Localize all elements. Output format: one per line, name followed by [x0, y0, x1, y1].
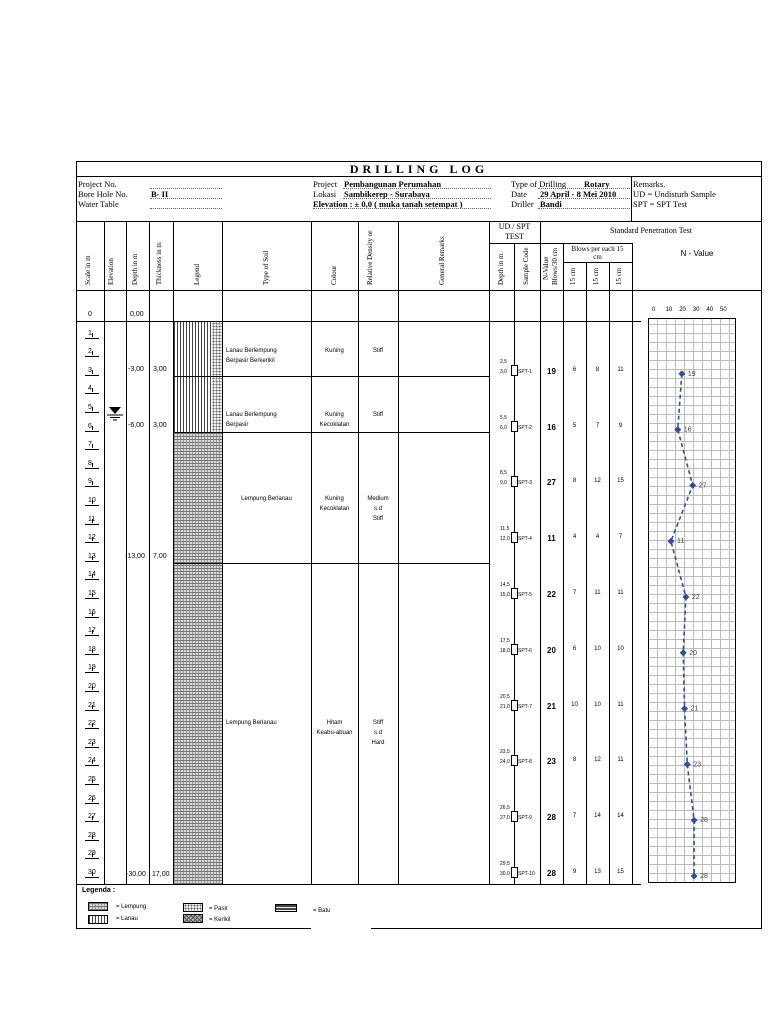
date-value: 29 April - 8 Mei 2010 [540, 189, 617, 199]
nvalue-axis-tick: 50 [720, 307, 727, 313]
bore-hole-label: Bore Hole No. [78, 189, 128, 199]
legend-title: Legenda : [82, 887, 116, 894]
scale-tick [85, 468, 99, 469]
spt-sample-box [511, 867, 518, 878]
scale-tick-mid [92, 686, 93, 690]
project-label: Project [313, 179, 338, 189]
scale-label: 11 [88, 515, 96, 523]
spt-b3: 11 [617, 701, 624, 708]
header-n-value: N-Value [542, 256, 550, 280]
scale-tick-mid [92, 798, 93, 802]
spt-depth-start: 2,5 [500, 358, 507, 365]
scale-tick [85, 356, 99, 357]
spt-sample-code: SPT-1 [518, 368, 532, 375]
layer-pattern-4 [174, 564, 222, 884]
scale-tick [85, 803, 99, 804]
spt-n: 28 [547, 869, 556, 878]
spt-depth-start: 5,5 [500, 414, 507, 421]
nvalue-point-label: 28 [700, 873, 708, 880]
header-blows-line2: cm [593, 253, 602, 261]
scale-tick [85, 821, 99, 822]
nvalue-point [684, 761, 691, 768]
nvalue-axis-tick: 20 [679, 307, 686, 313]
header-thickness: Thickness in m [155, 242, 163, 285]
scale-label: 13 [88, 552, 96, 560]
scale-tick-mid [92, 853, 93, 857]
spt-b2: 13 [594, 869, 601, 875]
scale-label: 7 [88, 441, 92, 449]
spt-depth-start: 26,5 [500, 805, 510, 812]
spt-sample-code: SPT-2 [518, 424, 532, 431]
header-elevation: Elevation [107, 258, 115, 285]
spt-n: 22 [547, 590, 556, 599]
scale-tick-mid [92, 351, 93, 355]
layer-4-colour-line1: Hitam [326, 720, 343, 726]
spt-b3: 10 [617, 645, 624, 652]
driller-value: Bandi [540, 199, 562, 209]
spt-b1: 8 [572, 478, 577, 485]
scale-tick [85, 747, 99, 748]
spt-b3: 11 [617, 757, 624, 764]
spt-b3: 11 [617, 366, 624, 373]
layer-1-colour: Kuning [325, 348, 344, 354]
spt-b3: 9 [618, 422, 623, 429]
nvalue-chart [632, 300, 762, 890]
scale-tick-mid [92, 667, 93, 671]
water-table-icon [106, 405, 124, 421]
spt-depth-start: 14,5 [500, 582, 510, 588]
project-no-label: Project No. [78, 179, 117, 189]
header-blows [563, 245, 632, 261]
spt-sample-box [511, 365, 518, 376]
layer-4-consistency-line3: Hard [371, 740, 385, 746]
header-15cm-1: 15 cm [569, 267, 577, 285]
scale-label: 12 [88, 534, 96, 542]
header-15cm-2: 15 cm [592, 267, 600, 285]
scale-tick [85, 375, 99, 376]
scale-label: 9 [88, 478, 92, 486]
scale-label: 19 [88, 664, 96, 672]
spt-sample-box [511, 700, 518, 711]
spt-depth-end: 6,0 [500, 424, 507, 431]
nvalue-point [691, 873, 698, 880]
scale-tick [85, 412, 99, 413]
scale-tick [85, 877, 99, 878]
legend-kerikil-label: = Kerikil [209, 917, 231, 923]
legend-lanau-swatch [88, 915, 108, 924]
layer-2-colour-line1: Kuning [325, 412, 344, 418]
scale-tick-mid [92, 742, 93, 746]
legend-lanau-label: = Lanau [116, 916, 138, 922]
scale-tick [85, 784, 99, 785]
spt-b1: 6 [572, 645, 577, 652]
legend-kerikil-swatch [183, 914, 203, 923]
nvalue-axis-tick: 0 [652, 307, 656, 313]
spt-n: 23 [547, 757, 556, 767]
header-ud-spt [489, 222, 540, 242]
nvalue-point-label: 19 [687, 370, 696, 378]
spt-sample-code: SPT-5 [518, 592, 532, 598]
layer-pattern-2b [212, 377, 222, 432]
type-drilling-label: Type of Drilling [511, 179, 567, 189]
spt-depth-start: 23,5 [500, 749, 510, 756]
spt-n: 21 [547, 701, 556, 711]
scale-tick-mid [92, 444, 93, 448]
scale-label: 14 [88, 571, 96, 579]
spt-b2: 10 [594, 645, 601, 652]
scale-tick [85, 338, 99, 339]
spt-depth-end: 9,0 [500, 480, 507, 487]
spt-sample-code: SPT-9 [518, 815, 532, 822]
header-general-remarks: General Remarks [438, 236, 446, 285]
scale-tick [85, 486, 99, 487]
spt-b2: 14 [594, 813, 601, 820]
spt-sample-box [511, 644, 518, 655]
scale-tick-mid [92, 426, 93, 430]
scale-tick-mid [92, 612, 93, 616]
spt-depth-start: 20,5 [500, 693, 510, 700]
scale-tick-mid [92, 537, 93, 541]
nvalue-point-label: 23 [693, 761, 702, 769]
scale-label: 23 [88, 738, 96, 746]
spt-sample-code: SPT-7 [518, 703, 532, 710]
legend-batu-swatch [275, 904, 297, 912]
spt-depth-end: 27,0 [500, 815, 510, 822]
nvalue-axis-tick: 30 [692, 307, 700, 313]
scale-label: 15 [88, 590, 96, 597]
scale-tick [85, 505, 99, 506]
scale-label: 1 [88, 329, 92, 337]
header-nvalue-title: N - Value [680, 249, 714, 258]
header-colour: Colour [330, 265, 338, 285]
nvalue-point [691, 817, 698, 824]
spt-b1: 8 [572, 757, 577, 764]
spt-sample-box [511, 476, 518, 487]
scale-tick [85, 710, 99, 711]
scale-tick-mid [92, 481, 93, 485]
spt-b1: 5 [572, 422, 577, 429]
scale-tick-mid [92, 816, 93, 820]
scale-label: 10 [88, 497, 96, 504]
scale-tick [85, 561, 99, 562]
scale-tick [85, 617, 99, 618]
depth-start: 0,00 [130, 311, 144, 318]
scale-label: 0 [88, 311, 92, 318]
layer-4-soil: Lempung Berlanau [226, 720, 277, 726]
spt-b1: 10 [571, 701, 578, 708]
spt-depth-end: 21,0 [500, 703, 510, 710]
nvalue-axis-tick: 10 [665, 307, 673, 313]
spt-sample-code: SPT-4 [518, 536, 532, 543]
scale-tick-mid [92, 779, 93, 783]
scale-tick-mid [92, 500, 93, 504]
spt-n: 27 [547, 478, 556, 488]
scale-tick [85, 579, 99, 580]
layer-3-consistency-line3: Stiff [372, 516, 384, 522]
scale-tick-mid [92, 705, 93, 709]
layer-4-colour-line2: Keabu-abuan [316, 730, 353, 736]
project-value: Pembangunan Perumahan [344, 179, 442, 189]
scale-label: 27 [88, 813, 96, 821]
legend-lempung-label: = Lempung [116, 904, 147, 910]
scale-tick-mid [92, 556, 93, 560]
spt-sample-box [511, 421, 518, 432]
layer-3-soil: Lempung Berlanau [241, 496, 292, 502]
layer-pattern-1b [212, 322, 222, 376]
header-spt-title: Standard Penetration Test [610, 226, 692, 235]
header-ud-spt-line2: TEST [504, 232, 525, 241]
spt-sample-code: SPT-3 [518, 480, 532, 487]
scale-tick [85, 858, 99, 859]
spt-b2: 7 [595, 422, 600, 429]
nvalue-point-label: 21 [690, 705, 699, 713]
page-title: DRILLING LOG [349, 162, 489, 176]
layer-2-soil-line2: Berpasir [226, 422, 249, 428]
header-15cm-3: 15 cm [615, 267, 623, 285]
header-legend: Legend [193, 264, 201, 285]
scale-tick-mid [92, 388, 93, 392]
layer-4-consistency-line2: s.d [373, 730, 382, 736]
spt-n: 11 [547, 534, 556, 544]
scale-label: 16 [88, 608, 96, 616]
spt-depth-start: 17,5 [500, 637, 510, 644]
spt-b2: 8 [595, 366, 600, 373]
water-table-label: Water Table [78, 199, 119, 209]
header-sub-depth: Depth in m [497, 253, 505, 285]
scale-tick-mid [92, 630, 93, 634]
spt-b3: 14 [617, 813, 624, 820]
layer-2-elevation: -6,00 [128, 422, 144, 429]
spt-depth-start: 11,5 [500, 526, 510, 533]
legend-lempung-swatch [88, 902, 108, 911]
scale-tick-mid [92, 519, 93, 523]
spt-b2: 12 [594, 757, 601, 764]
scale-label: 25 [88, 776, 96, 783]
spt-b1: 6 [572, 366, 577, 373]
scale-label: 30 [88, 869, 96, 876]
layer-2-soil-line1: Lanau Berlempung [226, 412, 277, 418]
elevation-info: Elevation : ± 0,0 ( muka tanah setempat ) [313, 199, 463, 209]
layer-3-colour-line2: Kecoklatan [319, 506, 350, 512]
header-scale: Scale in m [84, 255, 92, 285]
scale-tick [85, 431, 99, 432]
scale-tick [85, 524, 99, 525]
nvalue-point [682, 594, 689, 601]
spt-b3: 15 [617, 478, 624, 485]
lokasi-value: Sambikerep - Surabaya [344, 189, 430, 199]
layer-1-consistency: Stiff [372, 348, 384, 354]
spt-n: 16 [547, 422, 556, 432]
spt-sample-code: SPT-8 [518, 759, 532, 766]
scale-label: 6 [88, 422, 92, 430]
scale-tick-mid [92, 370, 93, 374]
scale-label: 4 [88, 385, 92, 393]
scale-label: 17 [88, 627, 96, 635]
layer-1-soil-line1: Lanau Berlempung [226, 348, 277, 354]
scale-label: 24 [88, 757, 96, 765]
spt-depth-start: 8,5 [500, 470, 507, 477]
scale-tick-mid [92, 835, 93, 839]
scale-label: 5 [88, 404, 92, 411]
scale-tick-mid [92, 649, 93, 653]
nvalue-point-label: 16 [683, 426, 692, 434]
nvalue-point [680, 649, 687, 656]
layer-4-consistency-line1: Stiff [372, 720, 384, 726]
spt-b3: 15 [617, 869, 624, 875]
remark-spt: SPT = SPT Test [633, 199, 688, 209]
nvalue-point [681, 705, 688, 712]
legend-pasir-label: = Pasir [209, 906, 228, 912]
scale-tick-mid [92, 463, 93, 467]
scale-label: 8 [88, 459, 92, 467]
scale-label: 29 [88, 850, 96, 858]
scale-tick [85, 765, 99, 766]
scale-tick [85, 598, 99, 599]
layer-2-thickness: 3,00 [153, 422, 167, 429]
spt-sample-box [511, 811, 518, 822]
scale-tick-mid [92, 723, 93, 727]
spt-depth-end: 24,0 [500, 759, 510, 766]
scale-tick [85, 691, 99, 692]
driller-label: Driller [511, 199, 534, 209]
header-ud-spt-line1: UD / SPT [498, 222, 531, 231]
header-blows-line1: Blows per each 15 [571, 245, 624, 253]
layer-3-elevation: -13,00 [125, 553, 145, 560]
nvalue-series-line [671, 374, 694, 876]
spt-b1: 4 [572, 534, 577, 541]
layer-1-elevation: -3,00 [128, 366, 144, 373]
spt-n: 20 [547, 645, 556, 655]
spt-b1: 9 [572, 869, 577, 875]
scale-tick [85, 654, 99, 655]
layer-2-colour-line2: Kecoklatan [319, 422, 350, 428]
header-blows30: Blows/30 cm [551, 247, 559, 285]
date-label: Date [511, 189, 528, 199]
header-sample-code: Sample Code [522, 247, 530, 285]
header-type-of-soil: Type of Soil [262, 250, 270, 285]
nvalue-point [674, 426, 681, 433]
nvalue-point-label: 20 [689, 649, 697, 657]
layer-4-elevation: -30,00 [126, 871, 146, 878]
layer-3-colour-line1: Kuning [325, 496, 344, 502]
spt-b2: 4 [595, 534, 600, 541]
scale-tick-mid [92, 593, 93, 597]
spt-sample-box [511, 532, 518, 543]
scale-label: 3 [88, 366, 92, 374]
header-relative-density: Relative Density or [366, 230, 374, 285]
layer-3-consistency-line2: s.d [373, 506, 382, 512]
scale-tick-mid [92, 760, 93, 764]
spt-depth-end: 12,0 [500, 536, 510, 543]
scale-tick-mid [92, 407, 93, 411]
header-depth: Depth in m [131, 253, 139, 285]
layer-1-thickness: 3,00 [153, 366, 167, 373]
scale-tick [85, 840, 99, 841]
spt-n: 19 [547, 366, 556, 376]
spt-depth-end: 15,0 [500, 592, 510, 598]
spt-sample-box [511, 588, 518, 599]
scale-label: 22 [88, 720, 96, 728]
spt-b1: 7 [572, 813, 577, 820]
layer-pattern-3 [174, 433, 222, 563]
spt-b2: 12 [594, 478, 601, 485]
scale-label: 20 [88, 683, 96, 690]
scale-label: 18 [88, 645, 96, 653]
scale-label: 26 [88, 794, 96, 802]
remarks-label: Remarks. [633, 179, 666, 189]
nvalue-point-label: 22 [691, 594, 700, 601]
spt-depth-end: 18,0 [500, 647, 510, 654]
lokasi-label: Lokasi [313, 189, 337, 199]
spt-depth-end: 3,0 [500, 368, 507, 375]
spt-n: 28 [547, 813, 556, 823]
scale-tick [85, 449, 99, 450]
scale-tick-mid [92, 574, 93, 578]
layer-3-thickness: 7,00 [153, 553, 167, 560]
layer-2-consistency: Stiff [372, 412, 384, 418]
spt-b3: 7 [618, 534, 623, 541]
spt-depth-start: 29,5 [500, 861, 510, 867]
nvalue-axis-tick: 40 [706, 307, 714, 313]
spt-b3: 11 [617, 590, 624, 596]
scale-tick-mid [92, 872, 93, 876]
layer-1-soil-line2: Berpasir Berkerikil [226, 358, 275, 364]
spt-sample-code: SPT-10 [518, 871, 535, 877]
spt-sample-box [511, 755, 518, 766]
remark-ud: UD = Undisturb Sample [633, 189, 716, 199]
spt-depth-end: 30,0 [500, 871, 510, 877]
legend-batu-label: = Batu [313, 908, 331, 914]
nvalue-point-label: 27 [698, 482, 707, 490]
scale-tick-mid [92, 333, 93, 337]
nvalue-point-label: 11 [676, 538, 685, 546]
nvalue-point [678, 370, 685, 377]
layer-4-thickness: 17,00 [152, 871, 170, 878]
type-drilling-value: Rotary [584, 179, 610, 189]
scale-label: 28 [88, 831, 96, 839]
nvalue-point [667, 538, 674, 545]
nvalue-point-label: 28 [700, 817, 708, 825]
spt-b2: 10 [594, 701, 601, 708]
scale-tick [85, 635, 99, 636]
spt-sample-code: SPT-6 [518, 647, 532, 654]
scale-label: 21 [88, 701, 96, 709]
layer-3-consistency-line1: Medium [367, 496, 389, 502]
scale-tick [85, 542, 99, 543]
scale-label: 2 [88, 348, 92, 356]
scale-tick [85, 393, 99, 394]
scale-tick [85, 728, 99, 729]
scale-tick [85, 672, 99, 673]
legend-pasir-swatch [183, 903, 203, 912]
spt-b2: 11 [594, 590, 601, 596]
spt-b1: 7 [572, 590, 577, 596]
bore-hole-value: B- II [151, 189, 169, 199]
nvalue-point [689, 482, 696, 489]
